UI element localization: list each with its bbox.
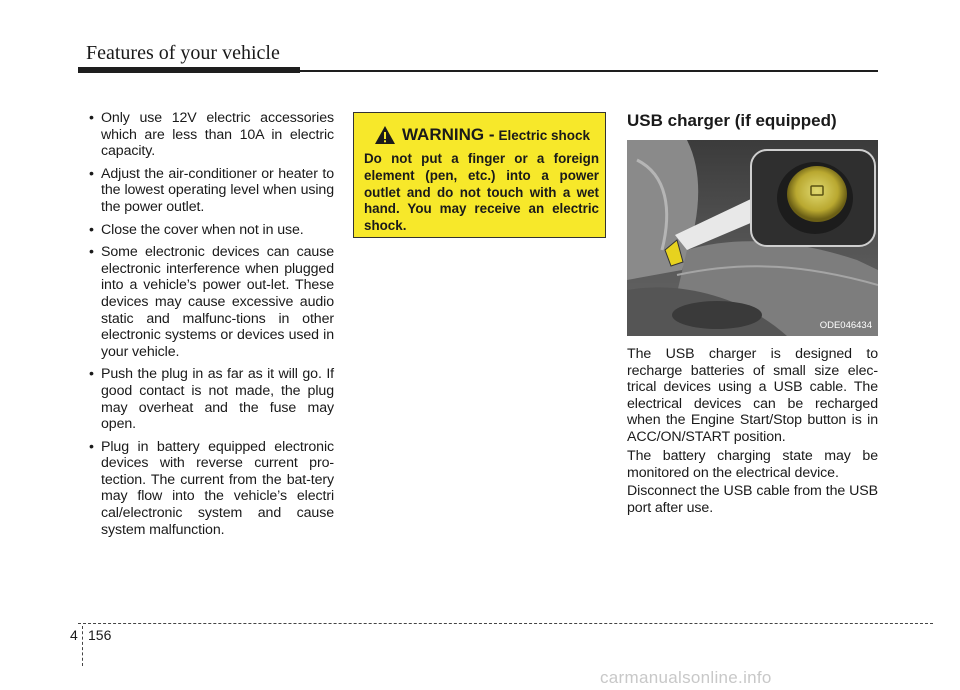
image-code-label: ODE046434 (819, 320, 872, 331)
warning-header (362, 123, 602, 147)
bullet-item: • Push the plug in as far as it will go. If good contact is not made, the plug may overheat and the fuse may open. (89, 366, 334, 433)
watermark: carmanualsonline.info (600, 668, 772, 687)
page-number: 156 (88, 627, 112, 643)
bullet-item: • Only use 12V electric accessories which are less than 10A in electric capacity. (89, 110, 334, 160)
bullet-item: • Some electronic devices can cause electronic interference when plugged into a vehicle’s power out-let. These devices may cause excessive audio static and malfunc-tions in other electronic systems or devices used in your vehicle. (89, 244, 334, 360)
usb-charger-illustration (627, 140, 878, 336)
bullet-item: • Adjust the air-conditioner or heater to the lowest operating level when using the power outlet. (89, 165, 334, 215)
bullet-item: • Plug in battery equipped electronic devices with reverse current pro-tection. The current from the bat-tery may flow into the vehicle’s electri cal/electronic system and cause system malfunction. (89, 438, 334, 538)
usb-section-heading: USB charger (if equipped) (627, 111, 837, 130)
bullet-item: • Close the cover when not in use. (89, 221, 304, 238)
footer-rule (78, 623, 933, 624)
header-bar (78, 67, 300, 73)
warning-title: WARNING - (401, 125, 495, 144)
usb-paragraph: The USB charger is designed to recharge batteries of small size elec-trical devices using a USB cable. The electrical devices can be recharged when the Engine Start/Stop button is in ACC/ON/START position. (627, 346, 878, 445)
usb-charger-photo (627, 140, 878, 336)
usb-paragraph: The battery charging state may be monitored on the electrical device. (627, 448, 878, 481)
warning-triangle-icon (374, 125, 396, 145)
footer-divider (82, 626, 83, 666)
warning-subtitle: Electric shock (498, 127, 591, 143)
chapter-number: 4 (70, 627, 78, 643)
header-rule (300, 70, 878, 72)
page-header-title: Features of your vehicle (86, 42, 280, 64)
warning-box (353, 112, 606, 238)
usb-paragraph: Disconnect the USB cable from the USB port after use. (627, 483, 878, 516)
warning-text: Do not put a finger or a foreign element (pen, etc.) into a power outlet and do not touch with a wet hand. You may receive an electric shock. (364, 151, 599, 234)
bullet-list (86, 110, 334, 544)
